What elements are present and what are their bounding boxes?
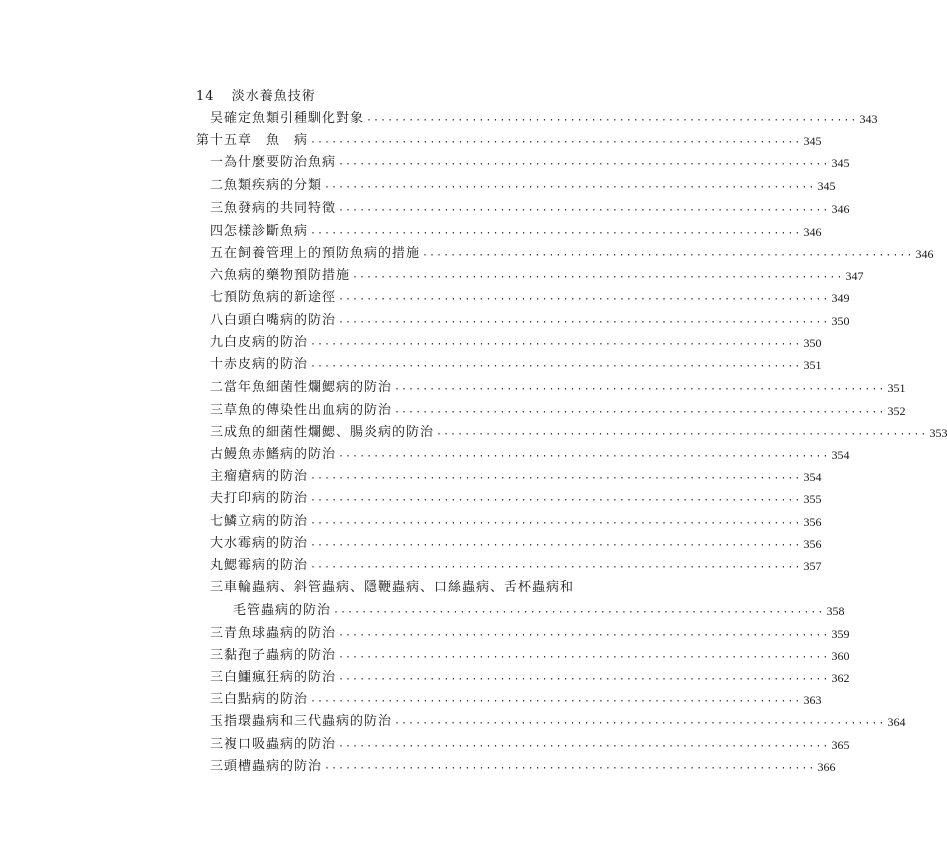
toc-entry-page: 343 (859, 112, 878, 126)
toc-entry-page: 345 (803, 134, 822, 148)
leader-dots: ······································································ (338, 741, 830, 752)
toc-entry-page: 345 (817, 179, 836, 193)
toc-entry-title: 八白頭白嘴病的防治 (210, 313, 337, 328)
toc-entry-page: 360 (831, 649, 850, 663)
toc-entry-title: 五在飼養管理上的預防魚病的措施 (210, 246, 421, 261)
toc-entry-page: 355 (803, 492, 822, 506)
leader-dots: ······································································ (310, 137, 802, 148)
toc-entry-title: 一為什麼要防治魚病 (210, 155, 337, 170)
toc-entry (210, 514, 822, 530)
leader-dots: ······································································ (338, 294, 830, 305)
leader-dots: ······································································ (338, 205, 830, 216)
toc-entry-title: 吴確定魚類引種馴化對象 (210, 111, 365, 126)
leader-dots: ······································································ (394, 384, 886, 395)
toc-entry (210, 692, 822, 708)
toc-entry-page: 356 (803, 537, 822, 551)
toc-entry-page: 351 (887, 381, 906, 395)
toc-entry-title: 三白點病的防治 (210, 692, 309, 707)
leader-dots: ······································································ (310, 228, 802, 239)
toc-entry-title: 大水霉病的防治 (210, 536, 309, 551)
toc-entry-page: 365 (831, 738, 850, 752)
leader-dots: ······································································ (338, 630, 830, 641)
toc-entry (210, 155, 850, 171)
toc-entry-title: 七鱗立病的防治 (210, 514, 309, 529)
toc-entry (210, 536, 822, 552)
toc-entry (210, 290, 850, 306)
toc-entry (210, 380, 906, 396)
toc-entry-page: 350 (803, 336, 822, 350)
toc-entry (210, 403, 906, 419)
toc-entry (210, 447, 850, 463)
toc-entry-title-line1: 三車輪蟲病、斜管蟲病、隱鞭蟲病、口絲蟲病、舌杯蟲病和 (210, 580, 575, 595)
toc-entry-title: 三青魚球蟲病的防治 (210, 626, 337, 641)
toc-entry (210, 714, 906, 730)
leader-dots: ······································································ (338, 652, 830, 663)
toc-entry (210, 558, 822, 574)
leader-dots: ······································································ (422, 250, 914, 261)
toc-entry-page: 366 (817, 760, 836, 774)
toc-entry (210, 313, 850, 329)
leader-dots: ······································································ (338, 159, 830, 170)
toc-entry-title: 主瘤瘡病的防治 (210, 469, 309, 484)
toc-entry-title: 丸鰓霉病的防治 (210, 558, 309, 573)
toc-entry-page: 347 (845, 269, 864, 283)
toc-entry-page: 352 (887, 404, 906, 418)
toc-entry-page: 362 (831, 671, 850, 685)
toc-entry (210, 335, 822, 351)
toc-entry-page: 357 (803, 559, 822, 573)
toc-entry-page: 350 (831, 314, 850, 328)
toc-entry (210, 178, 836, 194)
leader-dots: ······································································ (310, 339, 802, 350)
toc-entry (210, 491, 822, 507)
toc-entry-title: 二魚類疾病的分類 (210, 178, 323, 193)
toc-entry-page: 354 (831, 448, 850, 462)
leader-dots: ······································································ (338, 674, 830, 685)
leader-dots: ······································································ (394, 718, 886, 729)
toc-entry (210, 759, 836, 775)
toc-entry-title: 二當年魚細菌性爛鰓病的防治 (210, 380, 393, 395)
leader-dots: ······································································ (310, 540, 802, 551)
toc-entry (210, 201, 850, 217)
toc-entry-page: 356 (803, 515, 822, 529)
toc-entry-page: 358 (826, 604, 845, 618)
leader-dots: ······································································ (366, 115, 858, 126)
toc-entry (210, 224, 822, 240)
toc-entry-title: 第十五章 魚 病 (196, 133, 309, 148)
toc-entry (210, 670, 850, 686)
toc-entry-page: 359 (831, 627, 850, 641)
page-number: 14 (196, 89, 215, 104)
leader-dots: ······································································ (324, 763, 816, 774)
toc-entry-page: 364 (887, 715, 906, 729)
leader-dots: ······································································ (310, 562, 802, 573)
toc-entry-page: 346 (915, 247, 934, 261)
toc-entry-page: 346 (803, 225, 822, 239)
toc-entry-title: 夫打印病的防治 (210, 491, 309, 506)
leader-dots: ······································································ (310, 361, 802, 372)
toc-entry (210, 425, 947, 441)
toc-entry-title: 三草魚的傳染性出血病的防治 (210, 403, 393, 418)
leader-dots: ······································································ (310, 696, 802, 707)
leader-dots: ······································································ (310, 495, 802, 506)
toc-entry-title: 三頭槽蟲病的防治 (210, 759, 323, 774)
toc-entry-title: 古鰻魚赤鰭病的防治 (210, 447, 337, 462)
toc-entry-page: 363 (803, 693, 822, 707)
toc-entry (210, 357, 822, 373)
leader-dots: ······································································ (394, 407, 886, 418)
toc-entry-page: 353 (929, 426, 947, 440)
toc-entry-title: 七預防魚病的新途徑 (210, 290, 337, 305)
toc-entry-title: 三魚發病的共同特徵 (210, 201, 337, 216)
toc-entry-page: 346 (831, 202, 850, 216)
leader-dots: ······································································ (338, 317, 830, 328)
toc-entry (210, 111, 878, 127)
toc-entry-page: 349 (831, 291, 850, 305)
leader-dots: ······································································ (352, 272, 844, 283)
toc-entry (210, 626, 850, 642)
toc-entry-page: 345 (831, 156, 850, 170)
toc-entry-title: 十赤皮病的防治 (210, 357, 309, 372)
toc-entry (210, 246, 934, 262)
leader-dots: ······································································ (324, 182, 816, 193)
toc-entry-title: 九白皮病的防治 (210, 335, 309, 350)
toc-entry (210, 737, 850, 753)
toc-entry-title: 毛管蟲病的防治 (233, 603, 332, 618)
toc-entry-title: 四怎樣診斷魚病 (210, 224, 309, 239)
toc-entry-title: 三白鱷瘋狂病的防治 (210, 670, 337, 685)
book-title: 淡水養魚技術 (231, 89, 316, 104)
toc-entry-page: 354 (803, 470, 822, 484)
toc-entry-title: 三黏孢子蟲病的防治 (210, 648, 337, 663)
toc-entry-page: 351 (803, 358, 822, 372)
toc-entry-title: 六魚病的藥物預防措施 (210, 268, 351, 283)
toc-entry (233, 603, 845, 619)
toc-entry-title: 三複口吸蟲病的防治 (210, 737, 337, 752)
leader-dots: ······································································ (310, 518, 802, 529)
leader-dots: ······································································ (338, 451, 830, 462)
toc-entry-chapter (196, 133, 822, 149)
toc-entry-title: 三成魚的細菌性爛鰓、腸炎病的防治 (210, 425, 435, 440)
leader-dots: ······································································ (310, 473, 802, 484)
leader-dots: ······································································ (333, 607, 825, 618)
leader-dots: ······································································ (436, 429, 928, 440)
toc-entry-title: 玉指環蟲病和三代蟲病的防治 (210, 714, 393, 729)
toc-entry (210, 648, 850, 664)
toc-entry (210, 268, 864, 284)
toc-entry (210, 469, 822, 485)
